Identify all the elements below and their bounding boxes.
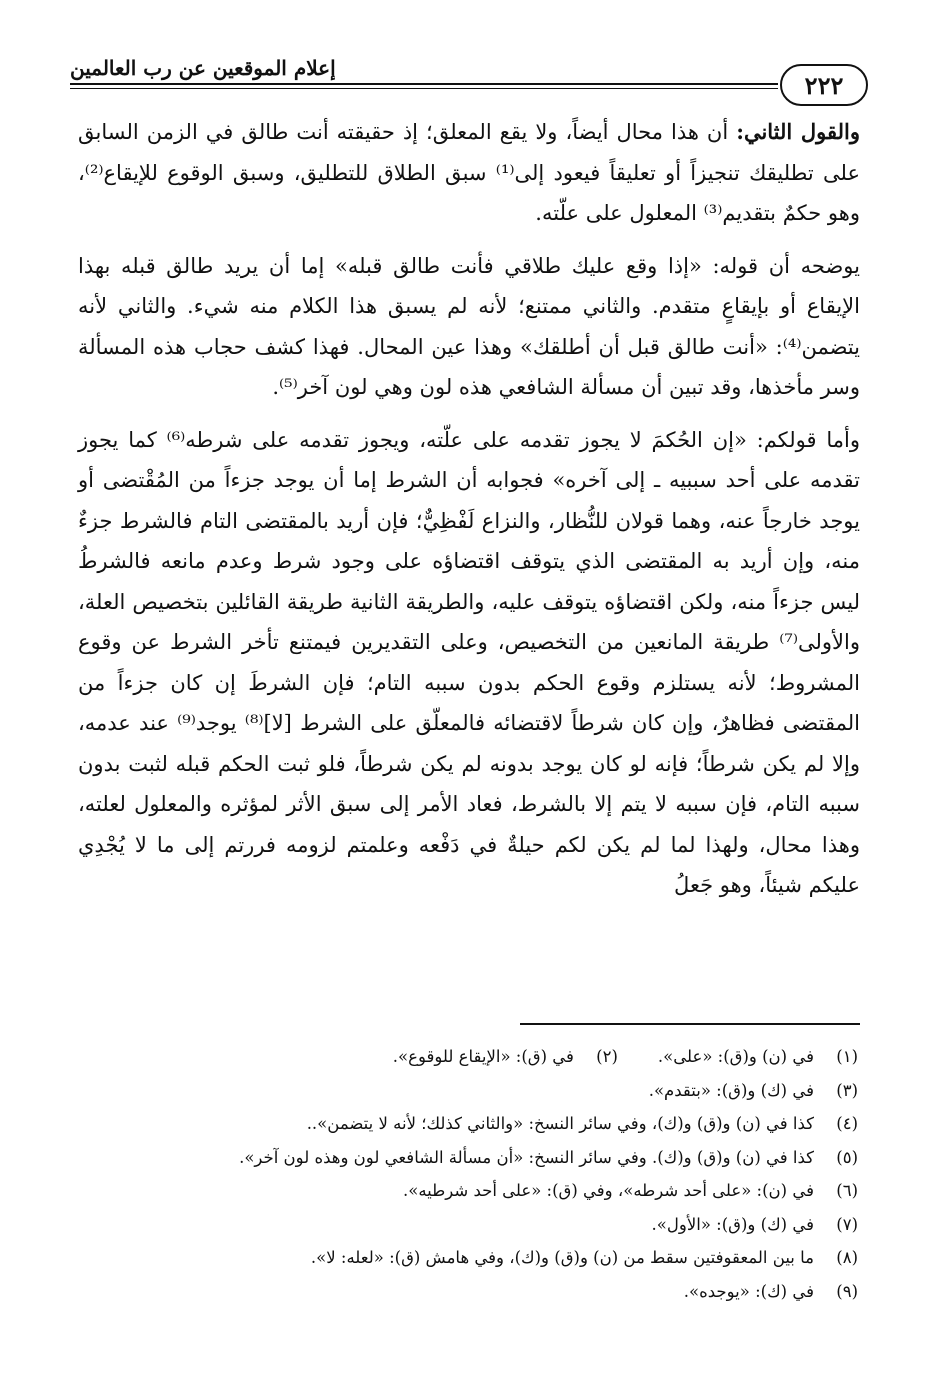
footnote-row <box>78 1074 858 1108</box>
footnote-number: (٧) <box>836 1214 858 1234</box>
footnote-text: في (ن) و(ق): «على». <box>657 1047 814 1066</box>
footnote-number: (٥) <box>836 1147 858 1167</box>
header-rule <box>70 83 778 85</box>
footnotes <box>78 1040 858 1308</box>
footnote-row <box>78 1040 858 1074</box>
paragraph-1-text: أن هذا محال أيضاً، ولا يقع المعلق؛ إذ حقيقته أنت طالق في الزمن السابق على تطليقك تنجيزاً أو تعليقاً فيعود إلى⁽¹⁾ سبق الطلاق للتطليق، وسبق الوقوع للإيقاع⁽²⁾، وهو حكمٌ بتقديم⁽³⁾ المعلول على علّته. <box>78 120 860 225</box>
footnote-text: في (ك): «يوجده». <box>683 1281 814 1301</box>
main-text <box>78 112 860 906</box>
footnote-row <box>78 1107 858 1141</box>
running-title: إعلام الموقعين عن رب العالمين <box>70 56 336 80</box>
footnote-text: كذا في (ن) و(ق) و(ك)، وفي سائر النسخ: «والثاني كذلك؛ لأنه لا يتضمن».. <box>306 1114 814 1133</box>
footnote-number: (٢) <box>596 1047 618 1066</box>
footnote-text: كذا في (ن) و(ق) و(ك). وفي سائر النسخ: «أن مسألة الشافعي لون وهذه لون آخر». <box>239 1147 814 1167</box>
footnote-row <box>78 1241 858 1275</box>
footnote-text: في (ق): «الإيقاع للوقوع». <box>392 1047 574 1066</box>
footnote-separator <box>520 1023 860 1025</box>
footnote-row <box>78 1275 858 1309</box>
paragraph-1 <box>78 112 860 234</box>
footnote-number: (١) <box>836 1047 858 1066</box>
paragraph-lead: والقول الثاني: <box>736 119 860 144</box>
header-rule-thin <box>70 88 778 89</box>
footnote-row <box>78 1208 858 1242</box>
footnote-number: (٩) <box>836 1281 858 1301</box>
footnote-number: (٣) <box>836 1080 858 1100</box>
footnote-text: في (ك) و(ق): «الأول». <box>651 1214 814 1234</box>
footnote-text: في (ك) و(ق): «بتقدم». <box>648 1080 814 1100</box>
footnote-row <box>78 1174 858 1208</box>
footnote-number: (٨) <box>836 1248 858 1267</box>
footnote-number: (٤) <box>836 1114 858 1133</box>
footnote-text: ما بين المعقوفتين سقط من (ن) و(ق) و(ك)، وفي هامش (ق): «لعله: لا». <box>310 1248 814 1267</box>
paragraph-3: وأما قولكم: «إن الحُكمَ لا يجوز تقدمه على علّته، ويجوز تقدمه على شرطه⁽⁶⁾ كما يجوز تقدمه على أحد سببيه ـ إلى آخره» فجوابه أن الشرط إما أن يوجد جزءاً من المُقْتضى أو يوجد خارجاً عنه، وهما قولان للنُّظار، والنزاع لَفْظِيٌّ؛ فإن أريد بالمقتضى التام فالشرط جزءٌ منه، وإن أريد به المقتضى الذي يتوقف اقتضاؤه على وجود شرط وعدم مانعه فالشرطُ ليس جزءاً منه، ولكن اقتضاؤه يتوقف عليه، والطريقة الثانية طريقة القائلين بتخصيص العلة، والأولى⁽⁷⁾ طريقة المانعين من التخصيص، وعلى التقديرين فيمتنع تأخر الشرط عن وقوع المشروط؛ لأنه يستلزم وقوع الحكم بدون سببه التام؛ فإن الشرطَ إن كان جزءاً من المقتضى فظاهرٌ، وإن كان شرطاً لاقتضائه فالمعلّق على الشرط [لا]⁽⁸⁾ يوجد⁽⁹⁾ عند عدمه، وإلا لم يكن شرطاً؛ فإنه لو كان يوجد بدونه لم يكن شرطاً، فلو ثبت الحكم قبله لثبت بدون سببه التام، فإن سببه لا يتم إلا بالشرط، فعاد الأمر إلى سبق الأثر لمؤثره والمعلول لعلته، وهذا محال، ولهذا لما لم يكن لكم حيلةٌ في دَفْعه وعلمتم لزومه فررتم إلى ما لا يُجْدِي عليكم شيئاً، وهو جَعلُ <box>78 427 860 897</box>
page-header <box>70 40 868 100</box>
page-number: ٢٢٢ <box>780 64 868 106</box>
footnote-row <box>78 1141 858 1175</box>
footnote-number: (٦) <box>836 1181 858 1200</box>
paragraph-2: يوضحه أن قوله: «إذا وقع عليك طلاقي فأنت طالق قبله» إما أن يريد طالق قبله بهذا الإيقاع أو بإيقاعٍ متقدم. والثاني ممتنع؛ لأنه لم يسبق هذا الكلام منه شيء. والثاني لأنه يتضمن⁽⁴⁾: «أنت طالق قبل أن أطلقك» وهذا عين المحال. فهذا كشف حجاب هذه المسألة وسر مأخذها، وقد تبين أن مسألة الشافعي هذه لون وهي لون آخر⁽⁵⁾. <box>78 253 860 399</box>
footnote-text: في (ن): «على أحد شرطه»، وفي (ق): «على أحد شرطيه». <box>403 1181 814 1200</box>
